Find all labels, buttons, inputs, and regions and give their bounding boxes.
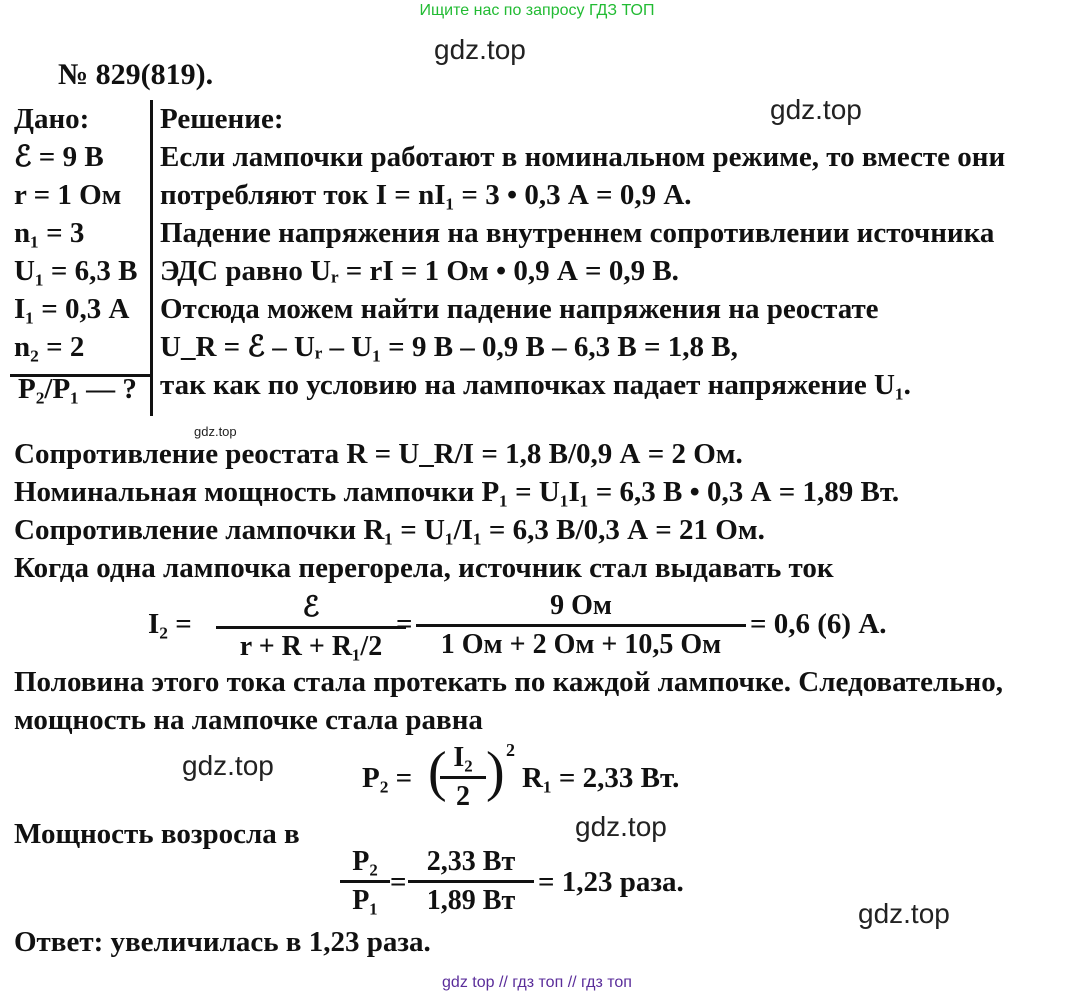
formula1-eq: = [396,608,413,640]
formula3-frac1-den: P₁ [352,885,378,916]
formula1-frac1-den: r + R + R₁/2 [239,631,383,662]
solution-line: Если лампочки работают в номинальном режиме, то вместе они [160,141,1006,173]
formula2-lhs: P₂ = [362,762,413,794]
right-paren: ) [486,741,505,803]
body-line: мощность на лампочке стала равна [14,704,483,736]
solution-line: Падение напряжения на внутреннем сопротивлении источника [160,217,995,249]
formula3-result: = 1,23 раза. [538,866,684,898]
solution-line: так как по условию на лампочках падает напряжение U₁. [160,369,911,401]
watermark-small: gdz.top [194,424,237,439]
solution-line: ЭДС равно Uᵣ = rI = 1 Ом • 0,9 А = 0,9 В. [160,255,679,287]
watermark: gdz.top [770,94,862,125]
given-item: n₂ = 2 [14,331,85,363]
table-divider [150,100,153,416]
formula3-frac2-num: 2,33 Вт [408,846,534,883]
given-item: ℰ = 9 В [14,141,104,173]
answer-line: Ответ: увеличилась в 1,23 раза. [14,926,431,958]
footer-links[interactable]: gdz top // гдз топ // гдз топ [442,974,632,991]
watermark: gdz.top [182,750,274,781]
body-line: Номинальная мощность лампочки P₁ = U₁I₁ = 6,3 В • 0,3 А = 1,89 Вт. [14,476,900,508]
given-item: r = 1 Ом [14,179,122,211]
formula2-exponent: 2 [506,740,515,760]
body-line: Когда одна лампочка перегорела, источник стал выдавать ток [14,552,834,584]
search-banner[interactable]: Ищите нас по запросу ГДЗ ТОП [419,2,655,19]
formula1-lhs: I₂ = [148,608,192,640]
problem-number: № 829(819). [58,58,214,91]
body-line: Мощность возросла в [14,818,300,850]
body-line: Сопротивление реостата R = U_R/I = 1,8 В/0,9 А = 2 Ом. [14,438,743,470]
formula3-eq: = [390,866,407,898]
given-item: U₁ = 6,3 В [14,255,138,287]
formula3-frac2-den: 1,89 Вт [426,885,516,916]
formula2-num: I₂ [440,742,486,779]
watermark: gdz.top [858,898,950,929]
solution-heading: Решение: [160,103,284,135]
formula1-fraction1 [216,590,406,663]
formula2-fraction [440,742,486,813]
solution-line: U_R = ℰ – Uᵣ – U₁ = 9 В – 0,9 В – 6,3 В = 1,8 В, [160,331,738,363]
left-paren: ( [428,741,447,803]
given-heading: Дано: [14,103,90,135]
given-find: P₂/P₁ — ? [18,373,137,405]
formula3-fraction2 [408,846,534,917]
solution-line: Отсюда можем найти падение напряжения на реостате [160,293,879,325]
given-item: I₁ = 0,3 А [14,293,130,325]
formula1-frac1-num: ℰ [216,590,406,629]
body-line: Сопротивление лампочки R₁ = U₁/I₁ = 6,3 В/0,3 А = 21 Ом. [14,514,765,546]
body-line: Половина этого тока стала протекать по каждой лампочке. Следовательно, [14,666,1004,698]
given-item: n₁ = 3 [14,217,85,249]
formula1-frac2-num: 9 Ом [416,590,746,627]
formula2-result: R₁ = 2,33 Вт. [522,762,680,794]
watermark: gdz.top [575,811,667,842]
watermark: gdz.top [434,34,526,65]
formula3-fraction1 [340,846,390,917]
formula3-frac1-num: P₂ [340,846,390,883]
solution-line: потребляют ток I = nI₁ = 3 • 0,3 А = 0,9 А. [160,179,692,211]
formula2-den: 2 [456,781,470,812]
formula1-frac2-den: 1 Ом + 2 Ом + 10,5 Ом [440,629,722,660]
formula1-fraction2 [416,590,746,661]
formula1-result: = 0,6 (6) А. [750,608,887,640]
